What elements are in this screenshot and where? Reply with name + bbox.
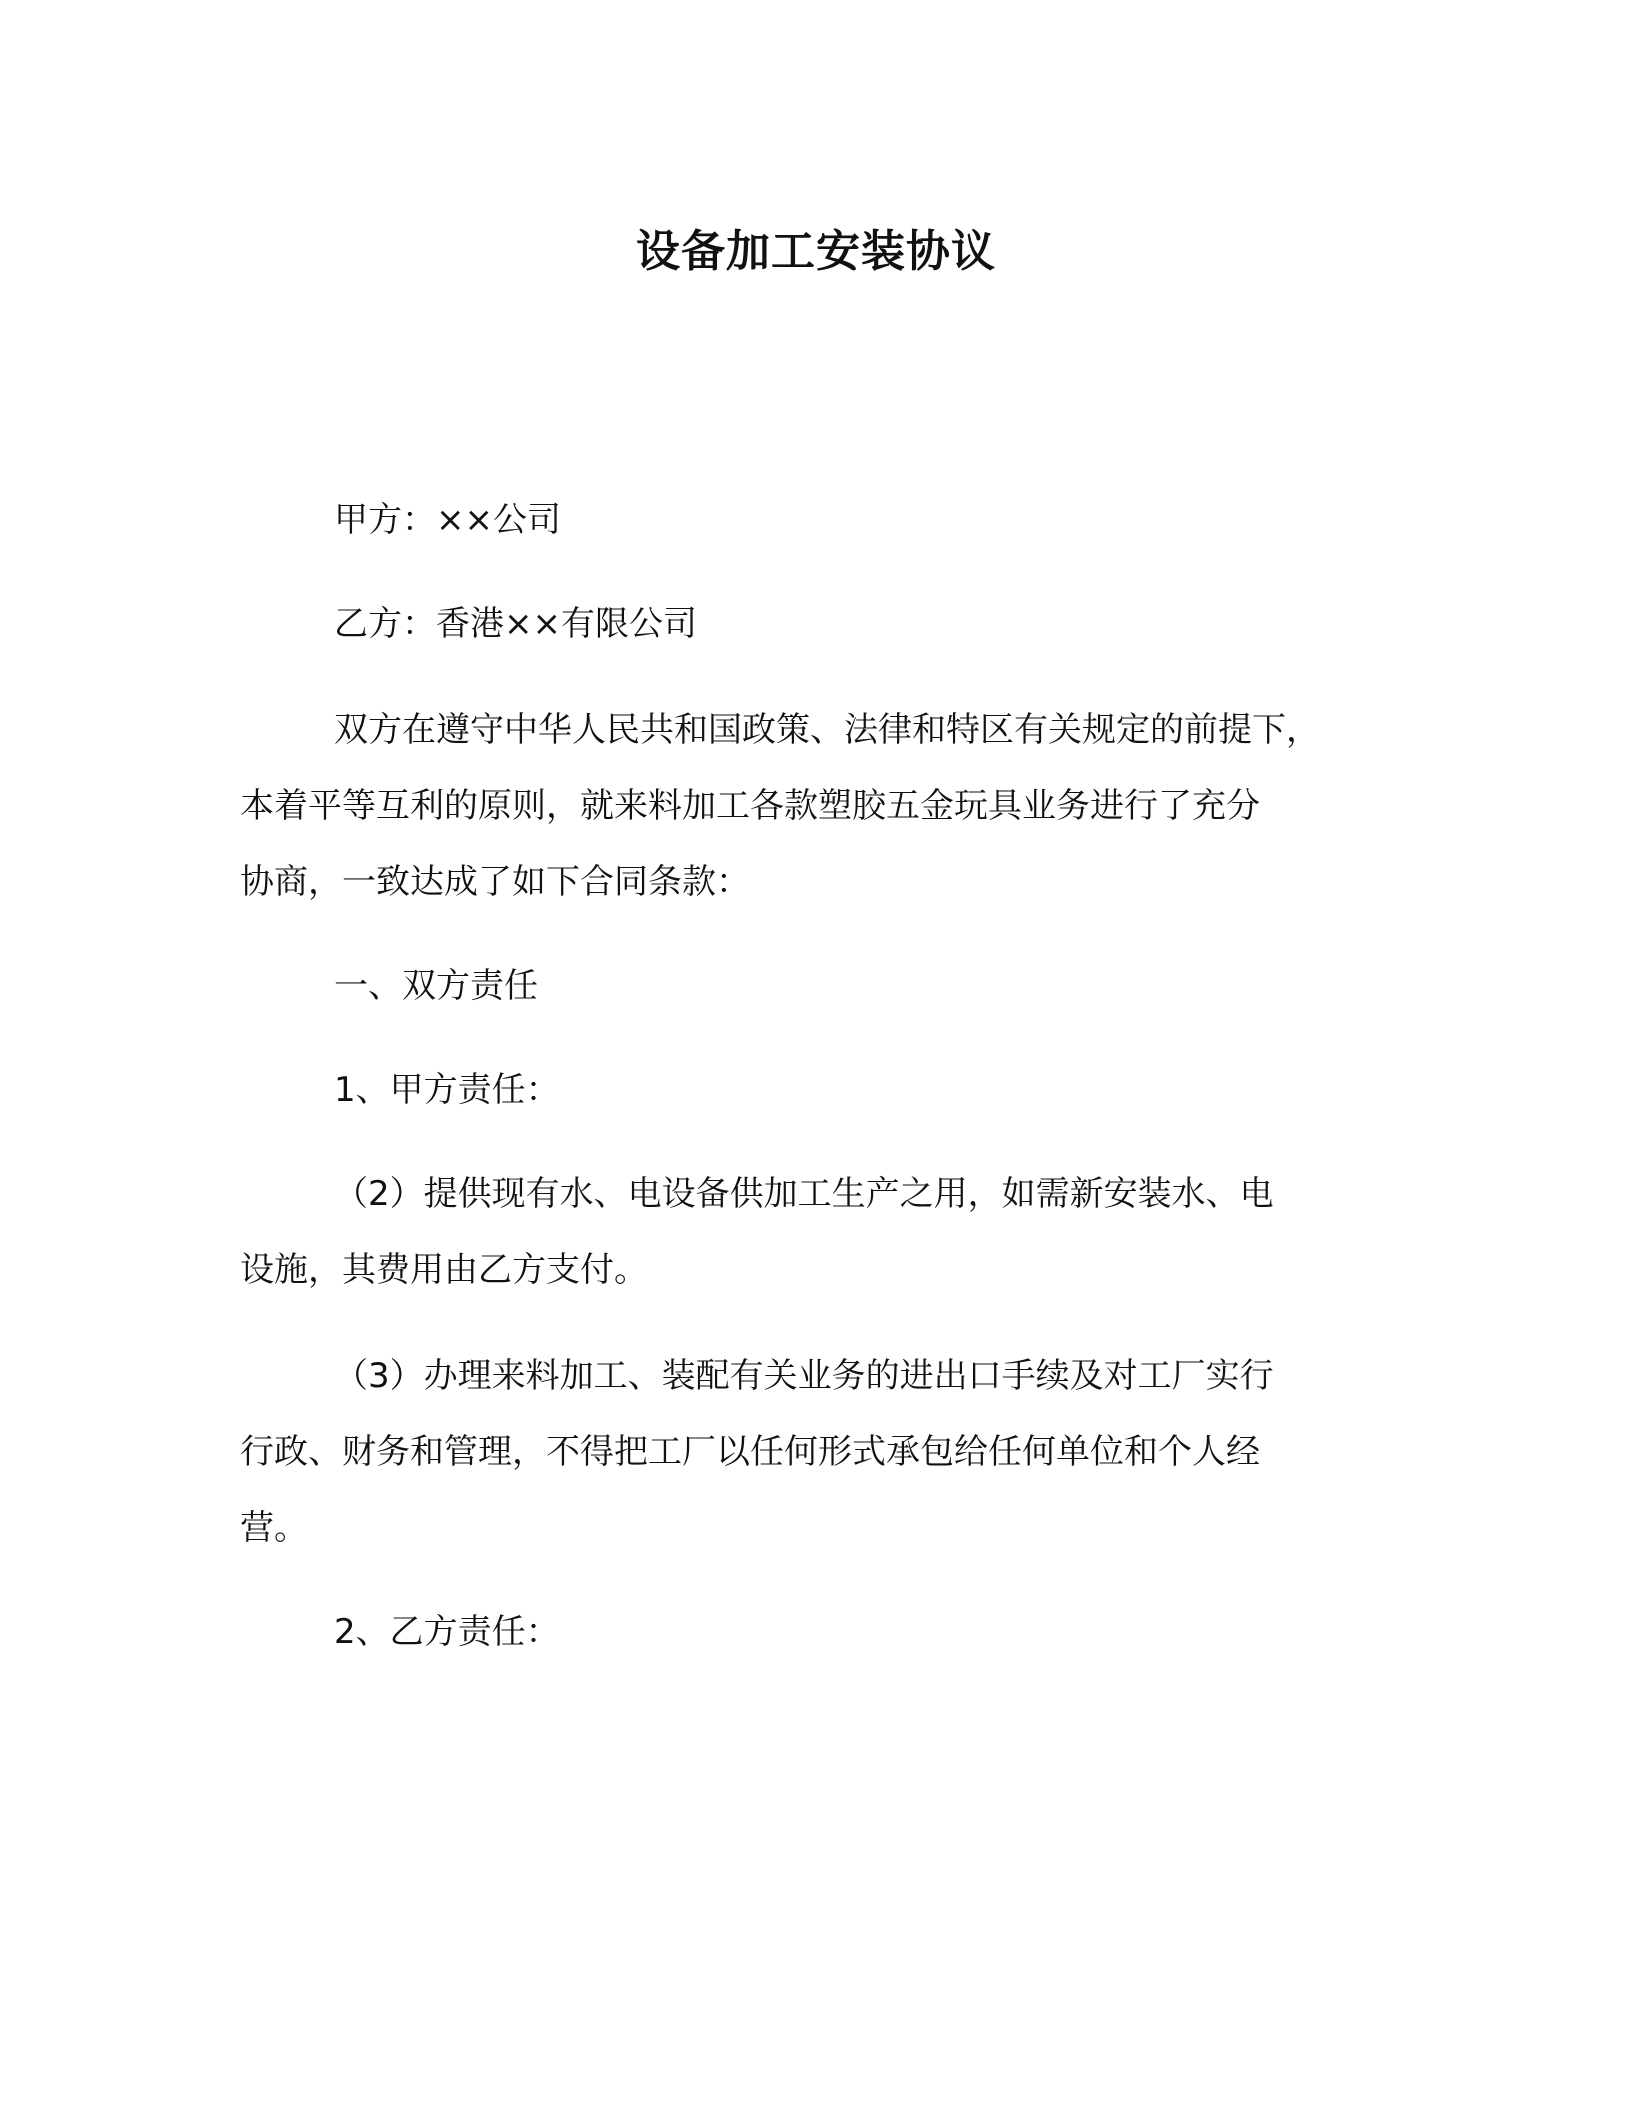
party-a-duties-heading: 1、甲方责任： (334, 1070, 560, 1110)
item-3-line-3: 营。 (240, 1508, 308, 1548)
item-3-line-2: 行政、财务和管理，不得把工厂以任何形式承包给任何单位和个人经 (240, 1432, 1260, 1472)
party-a-line: 甲方：××公司 (334, 500, 561, 540)
intro-line-3: 协商，一致达成了如下合同条款： (240, 862, 750, 902)
party-b-line: 乙方：香港××有限公司 (334, 604, 697, 644)
document-title: 设备加工安装协议 (636, 226, 996, 277)
section-1-heading: 一、双方责任 (334, 966, 538, 1006)
item-3-line-1: （3）办理来料加工、装配有关业务的进出口手续及对工厂实行 (334, 1356, 1274, 1396)
party-b-duties-heading: 2、乙方责任： (334, 1612, 560, 1652)
item-2-line-2: 设施，其费用由乙方支付。 (240, 1250, 648, 1290)
intro-line-1: 双方在遵守中华人民共和国政策、法律和特区有关规定的前提下， (334, 710, 1320, 750)
item-2-line-1: （2）提供现有水、电设备供加工生产之用，如需新安装水、电 (334, 1174, 1274, 1214)
intro-line-2: 本着平等互利的原则，就来料加工各款塑胶五金玩具业务进行了充分 (240, 786, 1260, 826)
